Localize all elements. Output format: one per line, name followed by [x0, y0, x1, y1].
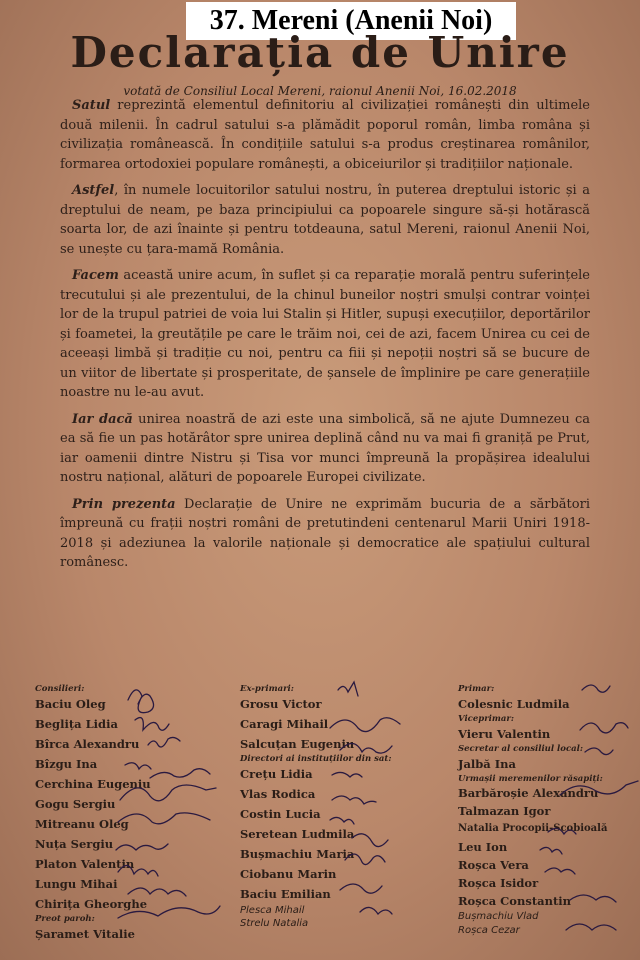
- signatory-name: Salcuțan Eugeniu: [240, 737, 355, 751]
- signatory-name: Chirița Gheorghe: [35, 897, 148, 911]
- group-heading: Secretar al consiliul local:: [458, 744, 583, 754]
- signatory-name: Colesnic Ludmila: [458, 697, 570, 711]
- signatory-name: Seretean Ludmila: [240, 827, 355, 841]
- signatory-name: Gogu Sergiu: [35, 797, 116, 811]
- signatory-name: Cerchina Eugeniu: [35, 777, 151, 791]
- group-heading: Ex-primari:: [240, 684, 294, 694]
- signatory-name: Mitreanu Oleg: [35, 817, 129, 831]
- document-subtitle: votată de Consiliul Local Mereni, raionul Anenii Noi, 16.02.2018: [123, 84, 517, 98]
- signatory-name: Bîrca Alexandru: [35, 737, 140, 751]
- signatory-name: Caragi Mihail: [240, 717, 329, 731]
- paragraph: Astfel, în numele locuitorilor satului nostru, în puterea dreptului istoric și a dreptului de neam, pe baza principiului ca popoarele singure să-și hotărască soarta lor, de azi înainte și pentru totdeauna, satul Mereni, raionul Anenii Noi, se unește cu țara-mamă România.: [60, 183, 590, 257]
- signatory-name: Vieru Valentin: [458, 727, 551, 741]
- signatory-name: Nuța Sergiu: [35, 837, 114, 851]
- signatory-name: Platon Valentin: [35, 857, 135, 871]
- signatory-name: Crețu Lidia: [240, 767, 313, 781]
- paragraph: Satul reprezintă elementul definitoriu al civilizației românești din ultimele două milenii. În cadrul satului s-a plămădit poporul român, limba româna și civilizația românească. În condițiile satului s-a produs creștinarea românilor, formarea ortodoxiei populare românești, a obiceiurilor și tradițiilor naționale.: [60, 98, 590, 172]
- caption-label: 37. Mereni (Anenii Noi): [186, 2, 516, 40]
- signatures-councillors: [35, 684, 235, 944]
- signatory-name: Beglița Lidia: [35, 717, 118, 731]
- signatory-name: Costin Lucia: [240, 807, 321, 821]
- signatory-name: Baciu Oleg: [35, 697, 106, 711]
- signatory-name: Ciobanu Marin: [240, 867, 337, 881]
- signatory-name: Grosu Victor: [240, 697, 322, 711]
- signatory-name: Natalia Procopii-Scobioală: [458, 823, 608, 834]
- signatory-name: Talmazan Igor: [458, 804, 551, 818]
- group-heading: Viceprimar:: [458, 714, 515, 724]
- paragraph: Facem această unire acum, în suflet și ca reparație morală pentru suferințele trecutului și ale prezentului, de la chinul buneilor noștri smulși contrar voinței lor de la trupul patriei de voia lui Stalin și Hitler, supuși execuțiilor, deportărilor și foametei, la greutățile pe care le trăim noi, cei de azi, facem Unirea cu cei de aceeași limbă și tradiție cu noi, pentru ca fiii și nepoții noștri să se bucure de un viitor de libertate și prosperitate, de șansele de împlinire pe care generațiile noastre nu le-au avut.: [60, 268, 590, 400]
- paragraph: Iar dacă unirea noastră de azi este una simbolică, să ne ajute Dumnezeu ca ea să fie un pas hotărâtor spre unirea deplină când nu va mai fi graniță pe Prut, iar oamenii dintre Nistru și Tisa vor munci împreună la propășirea idealului nostru național, alături de popoarele Europei civilizate.: [60, 411, 590, 485]
- handwritten-name: Plesca Mihail: [240, 905, 305, 916]
- signatures-officials-descendants: [458, 684, 638, 938]
- group-heading: Consilieri:: [35, 684, 85, 694]
- handwritten-name: Strelu Natalia: [240, 918, 309, 929]
- document-title: Declarația de Unire: [70, 28, 570, 77]
- signatory-name: Bușmachiu Maria: [240, 847, 355, 861]
- signatory-name: Roșca Isidor: [458, 876, 539, 890]
- signatory-name: Jalbă Ina: [458, 757, 516, 771]
- declaration-body: [60, 96, 590, 580]
- group-heading: Directori ai instituțiilor din sat:: [240, 754, 392, 764]
- group-heading: Primar:: [458, 684, 495, 694]
- signatory-name: Vlas Rodica: [240, 787, 316, 801]
- group-heading: Urmașii meremenilor răsapiți:: [458, 774, 603, 784]
- signatory-name: Roșca Vera: [458, 858, 529, 872]
- signatory-name: Lungu Mihai: [35, 877, 118, 891]
- signatory-name: Roșca Constantin: [458, 894, 571, 908]
- signatory-name: Bîzgu Ina: [35, 757, 98, 771]
- signatory-name: Barbăroșie Alexandru: [458, 786, 599, 800]
- signatory-name: Șaramet Vitalie: [35, 927, 135, 941]
- handwritten-name: Bușmachiu Vlad: [458, 911, 539, 922]
- group-heading: Preot paroh:: [35, 914, 95, 924]
- signatory-name: Baciu Emilian: [240, 887, 331, 901]
- paragraph: Prin prezenta Declarație de Unire ne exprimăm bucuria de a sărbători împreună cu frații noștri români de pretutindeni centenarul Marii Uniri 1918-2018 și adeziunea la valorile naționale și democratice ale spațiului cultural românesc.: [60, 496, 590, 570]
- signatures-former-mayors-directors: [240, 684, 450, 930]
- handwritten-name: Roșca Cezar: [458, 925, 520, 936]
- signatory-name: Leu Ion: [458, 840, 508, 854]
